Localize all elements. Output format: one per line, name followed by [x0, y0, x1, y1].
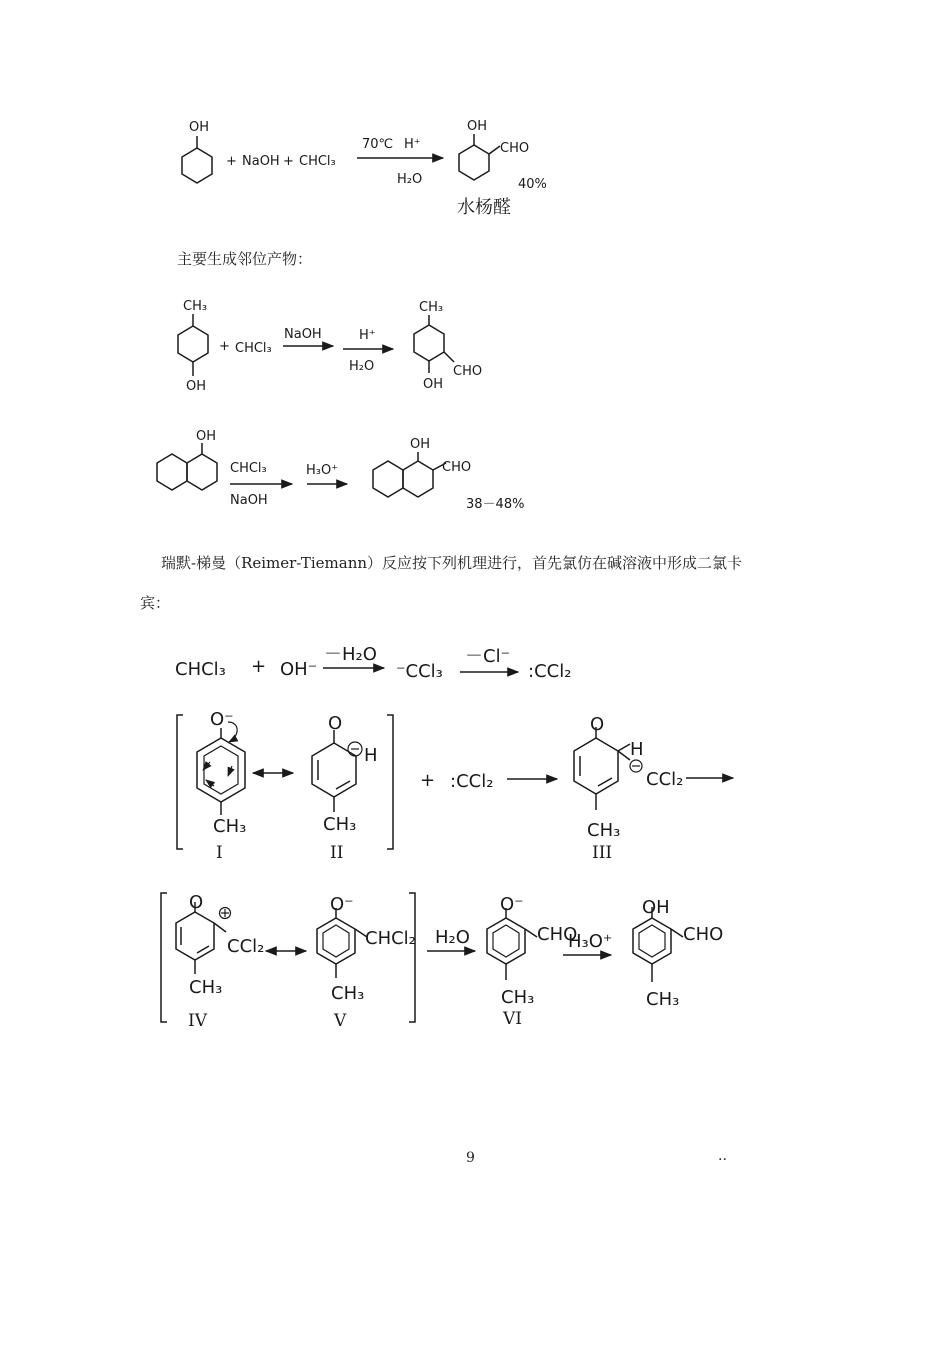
- product-methyl-label: CH₃: [419, 300, 444, 315]
- p-cresol-structure: [178, 314, 208, 376]
- naoh-label: NaOH: [230, 493, 268, 508]
- reaction-3: [157, 429, 524, 512]
- water-label: H₂O: [435, 927, 470, 948]
- hydrogen-label: H: [630, 739, 644, 760]
- right-bracket: [387, 715, 393, 849]
- chcl3-label: CHCl₃: [299, 154, 336, 169]
- chloroform-label: CHCl₃: [175, 659, 226, 680]
- methyl-label: CH₃: [213, 816, 247, 837]
- structure-VI-label: VI: [503, 1009, 522, 1029]
- yield-label: 40%: [518, 177, 547, 192]
- product-oh-label: OH: [423, 377, 444, 392]
- structure-VI: [487, 908, 537, 980]
- temperature-label: 70℃: [362, 137, 394, 152]
- page-number: 9: [466, 1150, 475, 1166]
- minus-water-label: －H₂O: [324, 644, 377, 665]
- plus-sign: +: [420, 770, 436, 791]
- phenoxide-oxygen-label: O⁻: [500, 894, 524, 915]
- product-structure: [373, 452, 446, 497]
- mechanism-row-1: [177, 709, 733, 863]
- product-oh-label: OH: [467, 119, 488, 134]
- mechanism-intro-line1: 瑞默-梯曼（Reimer-Tiemann）反应按下列机理进行，首先氯仿在碱溶液中形成二氯卡: [161, 554, 743, 572]
- structure-IV: [176, 902, 231, 974]
- ortho-product-note: 主要生成邻位产物：: [177, 250, 313, 268]
- product-oh-label: OH: [410, 437, 431, 452]
- product-cho-label: CHO: [442, 460, 472, 475]
- methyl-label: CH₃: [183, 299, 208, 314]
- dichlorocarbene-label: :CCl₂: [528, 661, 572, 682]
- methyl-label: CH₃: [331, 983, 365, 1004]
- phenol-oh-label: OH: [189, 120, 210, 135]
- plus-sign: +: [226, 154, 237, 169]
- cho-label: CHO: [537, 924, 578, 945]
- structure-II: [312, 730, 362, 812]
- page-mark: ..: [718, 1148, 727, 1164]
- plus-sign: +: [283, 154, 294, 169]
- final-product-structure: [633, 907, 683, 982]
- methyl-label: CH₃: [323, 814, 357, 835]
- product-structure: [414, 315, 454, 373]
- methyl-label: CH₃: [501, 987, 535, 1008]
- carbonyl-oxygen-label: O: [590, 714, 605, 735]
- structure-V-label: V: [334, 1011, 347, 1031]
- product-cho-label: CHO: [683, 924, 724, 945]
- reactant-oh-label: OH: [196, 429, 217, 444]
- acid-label: H₃O⁺: [568, 931, 613, 952]
- carbene-formation: [175, 644, 571, 682]
- right-bracket: [409, 893, 415, 1022]
- methyl-label: CH₃: [646, 989, 680, 1010]
- mechanism-intro-line2: 宾：: [140, 594, 171, 612]
- reactant-oh-label: OH: [186, 379, 207, 394]
- water-label: H₂O: [397, 172, 423, 187]
- chcl3-label: CHCl₃: [235, 341, 272, 356]
- naoh-label: NaOH: [284, 327, 322, 342]
- hydroxide-label: OH⁻: [280, 659, 318, 680]
- structure-II-label: II: [330, 843, 344, 863]
- carbonyl-oxygen-label: O: [328, 713, 343, 734]
- salicylaldehyde-structure: [459, 134, 500, 180]
- salicylaldehyde-name: 水杨醛: [457, 197, 511, 218]
- product-cho-label: CHO: [500, 141, 530, 156]
- phenoxide-oxygen-label: O⁻: [330, 894, 354, 915]
- left-bracket: [161, 893, 167, 1022]
- plus-sign: +: [219, 339, 230, 354]
- water-label: H₂O: [349, 359, 375, 374]
- product-cho-label: CHO: [453, 364, 483, 379]
- minus-chloride-label: －Cl⁻: [465, 646, 511, 667]
- structure-III-label: III: [592, 843, 613, 863]
- dichlorocarbene-label: :CCl₂: [450, 771, 494, 792]
- chcl3-label: CHCl₃: [230, 461, 267, 476]
- carbonyl-oxygen-label: O: [189, 892, 204, 913]
- structure-V: [317, 908, 367, 978]
- ccl2-group-label: CCl₂: [227, 936, 265, 957]
- yield-label: 38－48%: [466, 497, 525, 512]
- left-bracket: [177, 715, 183, 849]
- methyl-label: CH₃: [189, 977, 223, 998]
- plus-sign: +: [251, 656, 267, 677]
- phenoxide-oxygen-label: O⁻: [210, 709, 234, 730]
- naphthol-structure: [157, 443, 217, 490]
- hydrogen-label: H: [364, 745, 378, 766]
- product-oh-label: OH: [642, 897, 670, 918]
- ccl2-group-label: CCl₂: [646, 769, 684, 790]
- methyl-label: CH₃: [587, 820, 621, 841]
- structure-IV-label: IV: [188, 1011, 207, 1031]
- phenol-structure: [182, 136, 212, 183]
- acid-label: H⁺: [359, 328, 376, 343]
- reaction-1: [182, 119, 547, 218]
- trichloromethyl-anion-label: ⁻CCl₃: [396, 661, 443, 682]
- reaction-2: [178, 299, 482, 394]
- structure-I: [197, 722, 245, 815]
- naoh-label: NaOH: [242, 154, 280, 169]
- mechanism-row-2: [161, 892, 723, 1031]
- chccl2-group-label: CHCl₂: [365, 928, 416, 949]
- acid-label: H₃O⁺: [306, 463, 339, 478]
- acid-label: H⁺: [404, 137, 421, 152]
- structure-I-label: I: [216, 843, 223, 863]
